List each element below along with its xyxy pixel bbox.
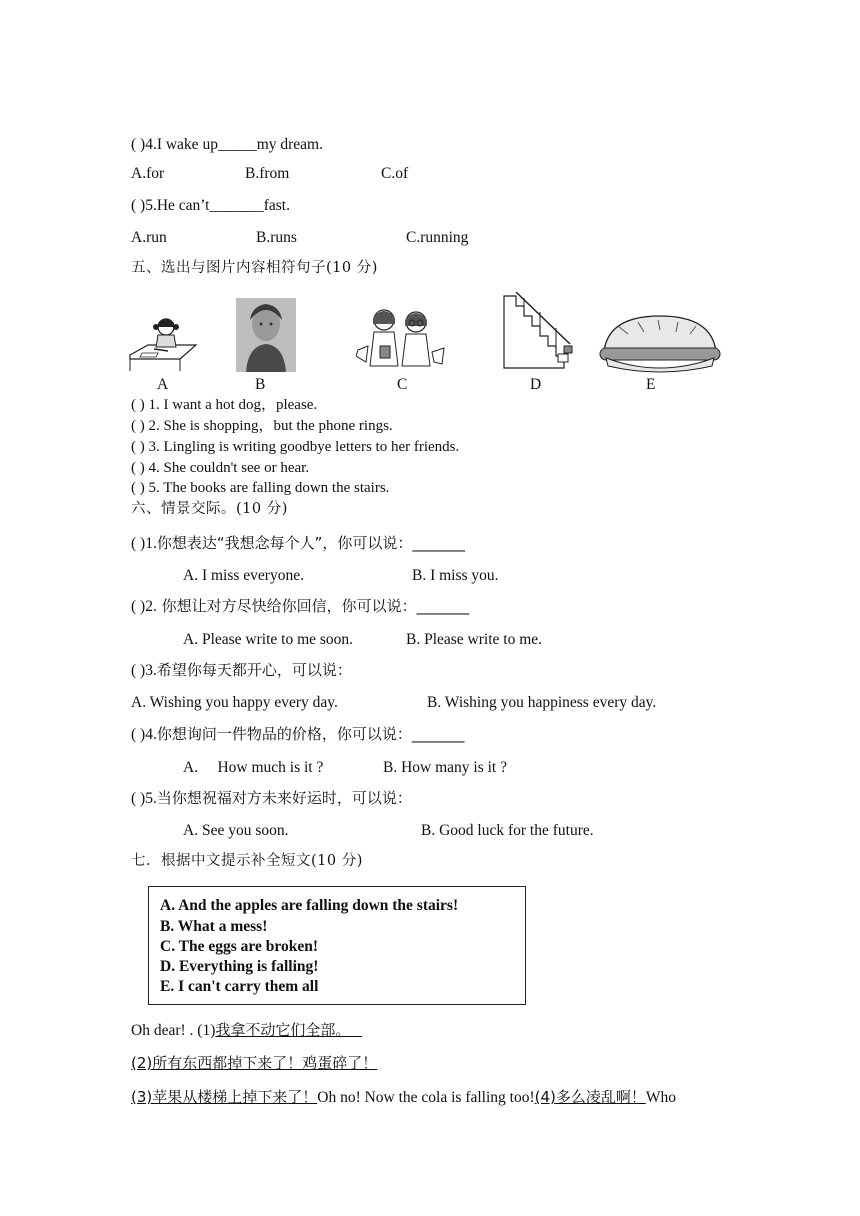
- passage-line-1: [131, 1023, 362, 1039]
- q4-option-a: A.for: [131, 165, 165, 182]
- sec6-q1-option-a: A. I miss everyone.: [183, 567, 304, 584]
- sec6-q2-paren: ( )2.: [131, 598, 157, 615]
- sec6-q3-option-a: A. Wishing you happy every day.: [131, 694, 338, 711]
- sec6-question-2: [131, 599, 469, 615]
- question-5: ( )5.He can’t_______fast.: [131, 197, 290, 214]
- sec6-q1-text: 你想表达“我想念每个人”，你可以说：_______: [156, 534, 465, 552]
- picture-label-c: C: [397, 376, 408, 393]
- options-box: [148, 886, 526, 1005]
- sec6-q5-text: 当你想祝福对方未来好运时，可以说：: [156, 789, 412, 807]
- sec5-item-1: ( ) 1. I want a hot dog，please.: [131, 397, 318, 413]
- picture-stairs: [500, 292, 576, 372]
- picture-label-b: B: [255, 376, 266, 393]
- picture-label-a: A: [157, 376, 169, 393]
- sec6-q2-option-b: B. Please write to me.: [406, 631, 543, 648]
- sec6-q2-text: 你想让对方尽快给你回信，你可以说：_______: [156, 597, 470, 615]
- sec6-q4-option-a: A. How much is it ?: [183, 759, 324, 776]
- q4-option-c: C.of: [381, 165, 409, 182]
- sec5-item-2: ( ) 2. She is shopping，but the phone rings.: [131, 418, 393, 434]
- picture-label-e: E: [646, 376, 656, 393]
- blank-4-hint: (4)多么凌乱啊！: [534, 1088, 646, 1106]
- sec6-question-3: [131, 663, 352, 679]
- sec6-q4-paren: ( )4.: [131, 726, 157, 743]
- section-7-title: 七．根据中文提示补全短文(10 分): [131, 853, 363, 869]
- picture-label-d: D: [530, 376, 542, 393]
- sec5-item-3: ( ) 3. Lingling is writing goodbye letters to her friends.: [131, 439, 460, 455]
- sec6-q3-option-b: B. Wishing you happiness every day.: [427, 694, 657, 711]
- q4-option-b: B.from: [245, 165, 290, 182]
- passage-1-start: Oh dear! . (1): [131, 1022, 216, 1039]
- sec6-q4-option-b: B. How many is it ?: [383, 759, 507, 776]
- sec6-q5-option-b: B. Good luck for the future.: [421, 822, 594, 839]
- passage-3-middle: Oh no! Now the cola is falling too!: [317, 1089, 535, 1106]
- sec6-question-5: [131, 791, 412, 807]
- passage-line-3: [131, 1090, 676, 1106]
- option-e: E. I can't carry them all: [160, 978, 319, 995]
- option-b: B. What a mess!: [160, 918, 268, 935]
- sec6-q1-option-b: B. I miss you.: [412, 567, 499, 584]
- passage-3-end: Who: [645, 1089, 677, 1106]
- section-6-title: 六、情景交际。(10 分): [131, 501, 288, 517]
- sec6-q5-option-a: A. See you soon.: [183, 822, 289, 839]
- q5-option-a: A.run: [131, 229, 167, 246]
- sec6-q3-text: 希望你每天都开心，可以说：: [156, 661, 352, 679]
- option-a: A. And the apples are falling down the stairs!: [160, 897, 459, 914]
- passage-line-2: (2)所有东西都掉下来了！鸡蛋碎了！: [131, 1054, 378, 1072]
- option-d: D. Everything is falling!: [160, 958, 319, 975]
- sec6-q4-text: 你想询问一件物品的价格，你可以说：_______: [156, 725, 465, 743]
- sec6-q2-option-a: A. Please write to me soon.: [183, 631, 354, 648]
- sec6-q3-paren: ( )3.: [131, 662, 157, 679]
- picture-shopping-phone: [356, 306, 446, 372]
- sec5-item-5: ( ) 5. The books are falling down the stairs.: [131, 480, 390, 496]
- picture-hot-dog: [598, 312, 722, 374]
- blank-1-hint: 我拿不动它们全部。: [215, 1021, 351, 1039]
- section-5-title: 五、选出与图片内容相符句子(10 分): [131, 260, 378, 276]
- option-c: C. The eggs are broken!: [160, 938, 319, 955]
- q5-option-c: C.running: [406, 229, 469, 246]
- question-4: ( )4.I wake up_____my dream.: [131, 136, 323, 153]
- picture-portrait: [236, 298, 296, 372]
- sec6-q5-paren: ( )5.: [131, 790, 157, 807]
- sec6-question-4: [131, 727, 464, 743]
- blank-3-hint: (3)苹果从楼梯上掉下来了！: [131, 1088, 318, 1106]
- picture-girl-writing: [128, 315, 200, 373]
- sec6-q1-paren: ( )1.: [131, 535, 157, 552]
- sec5-item-4: ( ) 4. She couldn't see or hear.: [131, 460, 310, 476]
- sec6-question-1: [131, 536, 465, 552]
- q5-option-b: B.runs: [256, 229, 297, 246]
